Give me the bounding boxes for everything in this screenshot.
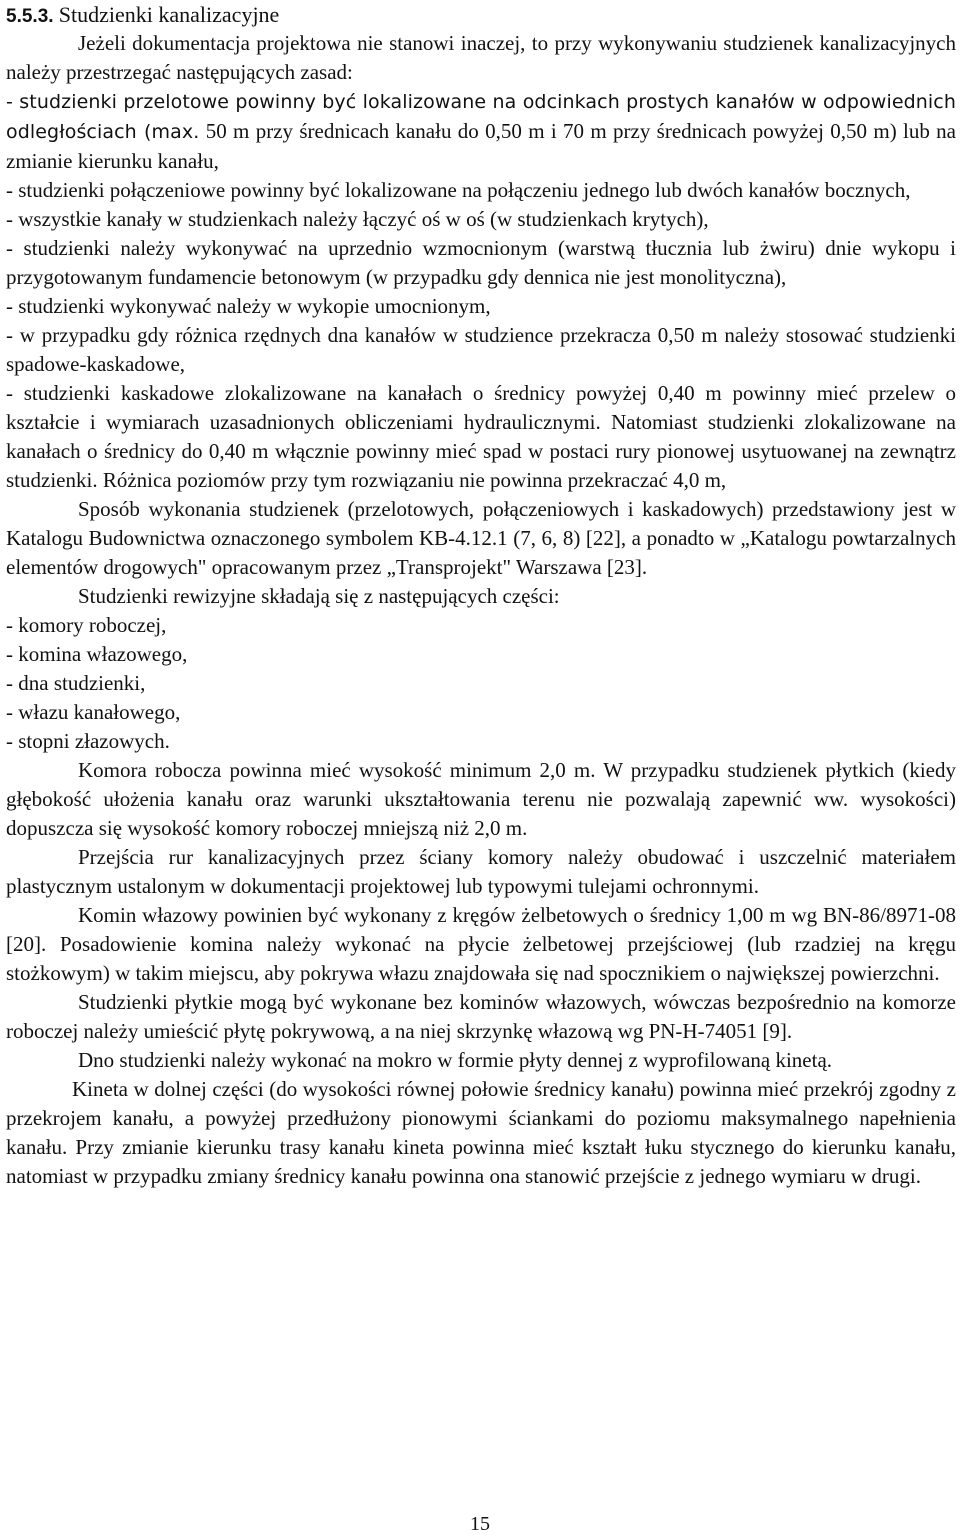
paragraph-roznica: - w przypadku gdy różnica rzędnych dna kanałów w studzience przekracza 0,50 m należy stosować studzienki spadowe-kaskadowe, <box>6 323 956 376</box>
list-item: - włazu kanałowego, <box>6 700 181 724</box>
page-number: 15 <box>470 1513 490 1535</box>
section-title: Studzienki kanalizacyjne <box>58 2 280 27</box>
section-heading <box>6 0 956 29</box>
paragraph-kanaly: - wszystkie kanały w studzienkach należy łączyć oś w oś (w studzienkach krytych), <box>6 207 709 231</box>
list-item: - komory roboczej, <box>6 613 167 637</box>
paragraph-przelotowe-part1: - studzienki przelotowe powinny być lokalizowane na odcinkach prostych kanałów w odpowiednich odległościach (max. <box>6 91 956 143</box>
paragraph-kaskadowe: - studzienki kaskadowe zlokalizowane na kanałach o średnicy powyżej 0,40 m powinny mieć przelew o kształcie i wymiarach uzasadnionych obliczeniami hydraulicznymi. Natomiast studzienki zlokalizowane na kanałach o średnicy do 0,40 m włącznie powinny mieć spad w postaci rury pionowej usytuowanej na zewnątrz studzienki. Różnica poziomów przy tym rozwiązaniu nie powinna przekraczać 4,0 m, <box>6 381 956 492</box>
document-page <box>6 0 956 1191</box>
paragraph-intro: Jeżeli dokumentacja projektowa nie stanowi inaczej, to przy wykonywaniu studzienek kanalizacyjnych należy przestrzegać następujących zasad: <box>6 31 956 84</box>
list-item: - komina włazowego, <box>6 642 188 666</box>
paragraph-komin: Komin włazowy powinien być wykonany z kręgów żelbetowych o średnicy 1,00 m wg BN-86/8971-08 [20]. Posadowienie komina należy wykonać na płycie żelbetowej przejściowej (lub rzadziej na kręgu stożkowym) w takim miejscu, aby pokrywa włazu znajdowała się nad spocznikiem o największej powierzchni. <box>6 903 956 985</box>
paragraph-dno: Dno studzienki należy wykonać na mokro w formie płyty dennej z wyprofilowaną kinetą. <box>78 1048 833 1072</box>
section-number: 5.5.3. <box>6 6 54 27</box>
paragraph-wykonywanie: - studzienki należy wykonywać na uprzednio wzmocnionym (warstwą tłucznia lub żwiru) dnie wykopu i przygotowanym fundamencie betonowym (w przypadku gdy dennica nie jest monolityczna), <box>6 236 956 289</box>
list-item: - stopni złazowych. <box>6 729 170 753</box>
list-item: - dna studzienki, <box>6 671 146 695</box>
paragraph-wykop: - studzienki wykonywać należy w wykopie umocnionym, <box>6 294 491 318</box>
paragraph-sposob: Sposób wykonania studzienek (przelotowych, połączeniowych i kaskadowych) przedstawiony jest w Katalogu Budownictwa oznaczonego symbolem KB-4.12.1 (7, 6, 8) [22], a ponadto w „Katalogu powtarzalnych elementów drogowych" opracowanym przez „Transprojekt" Warszawa [23]. <box>6 497 956 579</box>
paragraph-rewizyjne: Studzienki rewizyjne składają się z następujących części: <box>78 584 560 608</box>
paragraph-komora: Komora robocza powinna mieć wysokość minimum 2,0 m. W przypadku studzienek płytkich (kiedy głębokość ułożenia kanału oraz warunki ukształtowania terenu nie pozwalają zapewnić ww. wysokości) dopuszcza się wysokość komory roboczej mniejszą niż 2,0 m. <box>6 758 956 840</box>
parts-list <box>6 611 956 756</box>
paragraph-przelotowe-part2: 50 m przy średnicach kanału do 0,50 m i 70 m przy średnicach powyżej 0,50 m) lub na zmianie kierunku kanału, <box>6 119 957 173</box>
paragraph-plytkie: Studzienki płytkie mogą być wykonane bez kominów włazowych, wówczas bezpośrednio na komorze roboczej należy umieścić płytę pokrywową, a na niej skrzynkę włazową wg PN-H-74051 [9]. <box>6 990 956 1043</box>
paragraph-przelotowe <box>6 87 956 176</box>
paragraph-kineta: Kineta w dolnej części (do wysokości równej połowie średnicy kanału) powinna mieć przekrój zgodny z przekrojem kanału, a powyżej przedłużony pionowymi ściankami do poziomu maksymalnego napełnienia kanału. Przy zmianie kierunku trasy kanału kineta powinna mieć kształt łuku stycznego do kierunku kanału, natomiast w przypadku zmiany średnicy kanału powinna ona stanowić przejście z jednego wymiaru w drugi. <box>6 1077 956 1188</box>
paragraph-polaczeniowe: - studzienki połączeniowe powinny być lokalizowane na połączeniu jednego lub dwóch kanałów bocznych, <box>6 178 911 202</box>
paragraph-przejscia: Przejścia rur kanalizacyjnych przez ściany komory należy obudować i uszczelnić materiałem plastycznym ustalonym w dokumentacji projektowej lub typowymi tulejami ochronnymi. <box>6 845 956 898</box>
